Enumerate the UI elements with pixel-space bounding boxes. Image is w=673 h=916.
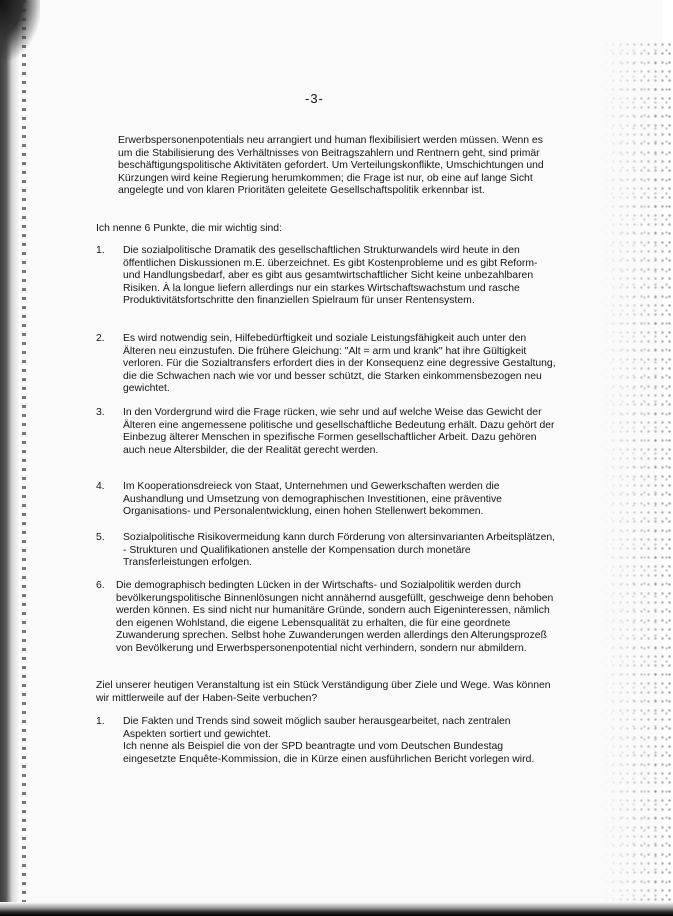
intro-paragraph: Erwerbspersonenpotentials neu arrangiert und human flexibilisiert werden müssen. Wenn es um die Stabilisierung des Verhältnisses von Beitragszahlern und Rentnern geht, sind primär beschäftigungspolitische Aktivitäten gefordert. Um Verteilungskonflikte, Umschichtungen und Kürzungen wird keine Regierung herumkommen; die Frage ist nur, ob eine auf lange Sicht angelegte und von klaren Prioritäten geleitete Gesellschaftspolitik erkennbar ist. <box>118 135 544 196</box>
list-item-number: 4. <box>96 481 105 492</box>
scan-noise-right <box>603 40 673 916</box>
list-item-line: Die Fakten und Trends sind soweit möglich sauber herausgearbeitet, nach zentralen Aspekten sortiert und gewichtet. <box>123 716 511 740</box>
scan-shadow-bottom <box>0 902 673 916</box>
list-item-text <box>123 716 556 766</box>
page-number: -3- <box>305 91 324 106</box>
scan-edge-marks <box>22 0 26 916</box>
list-item-line: Ich nenne als Beispiel die von der SPD beantragte und vom Deutschen Bundestag eingesetzte Enquête-Kommission, die in Kürze einen ausführlichen Bericht vorlegen wird. <box>123 741 535 765</box>
list-item-number: 1. <box>96 245 105 256</box>
list-item-text: Die demographisch bedingten Lücken in der Wirtschafts- und Sozialpolitik werden durch bevölkerungspolitische Binnenlösungen nicht annähernd ausgefüllt, geschweige denn behoben werden können. Es sind nicht nur humanitäre Gründe, sondern auch Eigeninteressen, nämlich den eigenen Wohlstand, die eigene Lebensqualität zu erhalten, die für eine geordnete Zuwanderung sprechen. Selbst hohe Zuwanderungen werden allerdings den Alterungsprozeß von Bevölkerung und Erwerbspersonenpotential nicht verhindern, sondern nur abmildern. <box>116 580 554 654</box>
scan-corner-shadow <box>0 0 40 60</box>
goal-paragraph: Ziel unserer heutigen Veranstaltung ist ein Stück Verständigung über Ziele und Wege. Was können wir mittlerweile auf der Haben-Seite verbuchen? <box>96 680 551 704</box>
list-item-text: In den Vordergrund wird die Frage rücken, wie sehr und auf welche Weise das Gewicht der Älteren eine angemessene politische und gesellschaftliche Bedeutung erhält. Dazu gehört der Einbezug älterer Menschen in spezifische Formen gesellschaftlicher Arbeit. Dazu gehören auch neue Altersbilder, die der Realität gerecht werden. <box>123 407 555 456</box>
lead-in-text: Ich nenne 6 Punkte, die mir wichtig sind: <box>96 223 282 234</box>
list-item-text: Sozialpolitische Risikovermeidung kann durch Förderung von altersinvarianten Arbeitsplätzen, - Strukturen und Qualifikationen anstelle der Kompensation durch monetäre Transferleistungen erfolgen. <box>123 532 556 568</box>
list-item-number: 1. <box>96 716 105 727</box>
scan-shadow-left <box>0 0 24 916</box>
list-item-number: 3. <box>96 407 105 418</box>
list-item-number: 2. <box>96 333 105 344</box>
list-item-text: Im Kooperationsdreieck von Staat, Unternehmen und Gewerkschaften werden die Aushandlung und Umsetzung von demographischen Investitionen, eine präventive Organisations- und Personalentwicklung, einen hohen Stellenwert bekommen. <box>123 481 502 517</box>
list-item-number: 5. <box>96 532 105 543</box>
list-item-text: Es wird notwendig sein, Hilfebedürftigkeit und soziale Leistungsfähigkeit auch unter den Älteren neu einzustufen. Die frühere Gleichung: "Alt = arm und krank" hat ihre Gültigkeit verloren. Für die Sozialtransfers erfordert dies in der Konsequenz eine degressive Gestaltung, die die Schwachen nach wie vor und besser schützt, die Starken einkommensbezogen neu gewichtet. <box>123 333 556 394</box>
list-item-text: Die sozialpolitische Dramatik des gesellschaftlichen Strukturwandels wird heute in den öffentlichen Diskussionen m.E. überzeichnet. Es gibt Kostenprobleme und es gibt Reform- und Handlungsbedarf, aber es gibt aus gesamtwirtschaftlicher Sicht keine unbezahlbaren Risiken. À la longue liefern allerdings nur ein starkes Wirtschaftswachstum und rasche Produktivitätsfortschritte den finanziellen Spielraum für unser Rentensystem. <box>123 245 538 306</box>
list-item-number: 6. <box>96 580 105 591</box>
